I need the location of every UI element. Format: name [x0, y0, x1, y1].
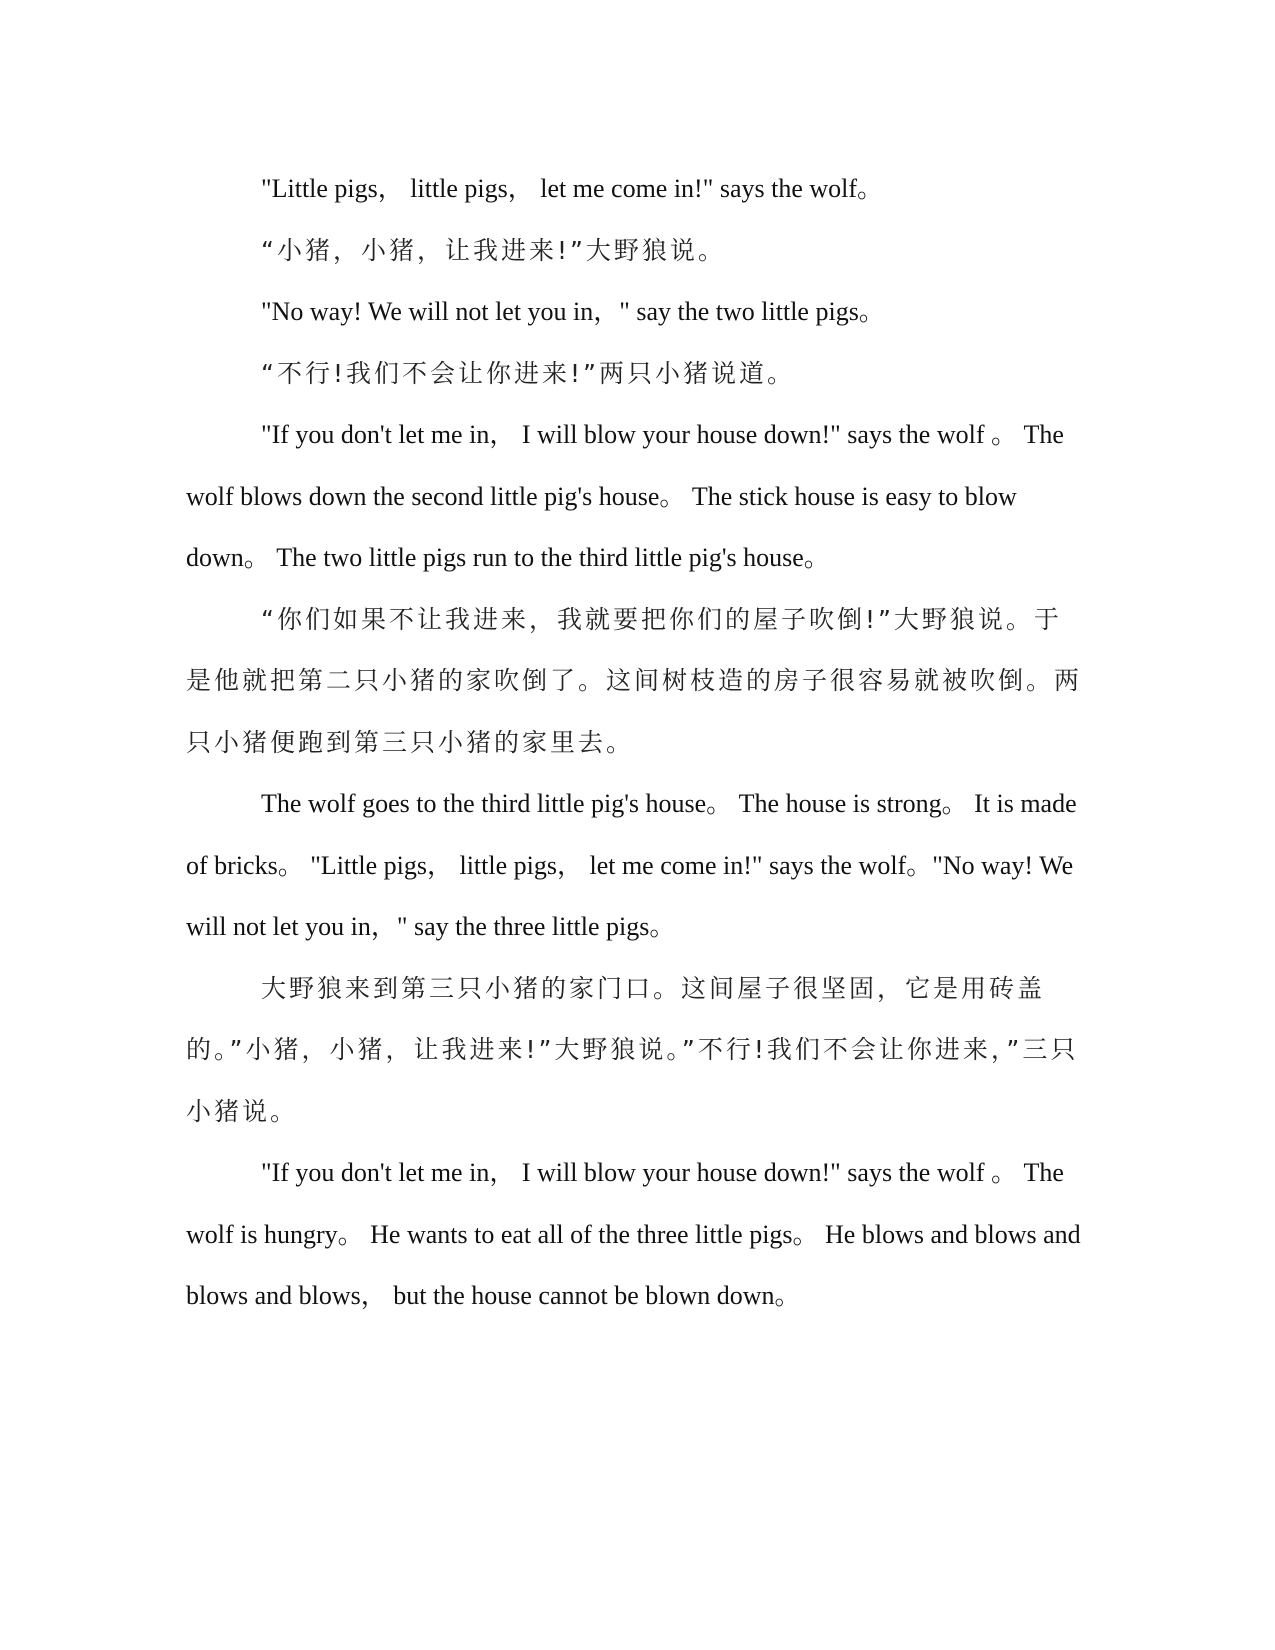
- paragraph-zh: “小猪，小猪，让我进来!”大野狼说。: [261, 235, 726, 265]
- paragraph-zh: “你们如果不让我进来，我就要把你们的屋子吹倒!”大野狼说。于是他就把第二只小猪的家吹倒了。这间树枝造的房子很容易就被吹倒。两只小猪便跑到第三只小猪的家里去。: [186, 604, 1083, 757]
- paragraph-en: "No way! We will not let you in，" say the two little pigs。: [261, 297, 885, 326]
- paragraph-en: "Little pigs， little pigs， let me come in!" says the wolf。: [261, 174, 884, 203]
- paragraph-en: The wolf goes to the third little pig's house。 The house is strong。 It is made of bricks。 "Little pigs， little pigs， let me come in!" says the wolf。"No way! We will not let you in，" say the three little pigs。: [186, 789, 1077, 941]
- document-page: [186, 158, 1086, 1327]
- paragraph-zh: “不行!我们不会让你进来!”两只小猪说道。: [261, 358, 795, 388]
- paragraph-en: "If you don't let me in， I will blow your house down!" says the wolf 。 The wolf blows down the second little pig's house。 The stick house is easy to blow down。 The two little pigs run to the third little pig's house。: [186, 420, 1064, 572]
- paragraph-zh: 大野狼来到第三只小猪的家门口。这间屋子很坚固，它是用砖盖的。”小猪，小猪，让我进来!”大野狼说。”不行!我们不会让你进来，”三只小猪说。: [186, 973, 1079, 1126]
- paragraph-en: "If you don't let me in， I will blow your house down!" says the wolf 。 The wolf is hungry。 He wants to eat all of the three little pigs。 He blows and blows and blows and blows， but the house cannot be blown down。: [186, 1158, 1081, 1310]
